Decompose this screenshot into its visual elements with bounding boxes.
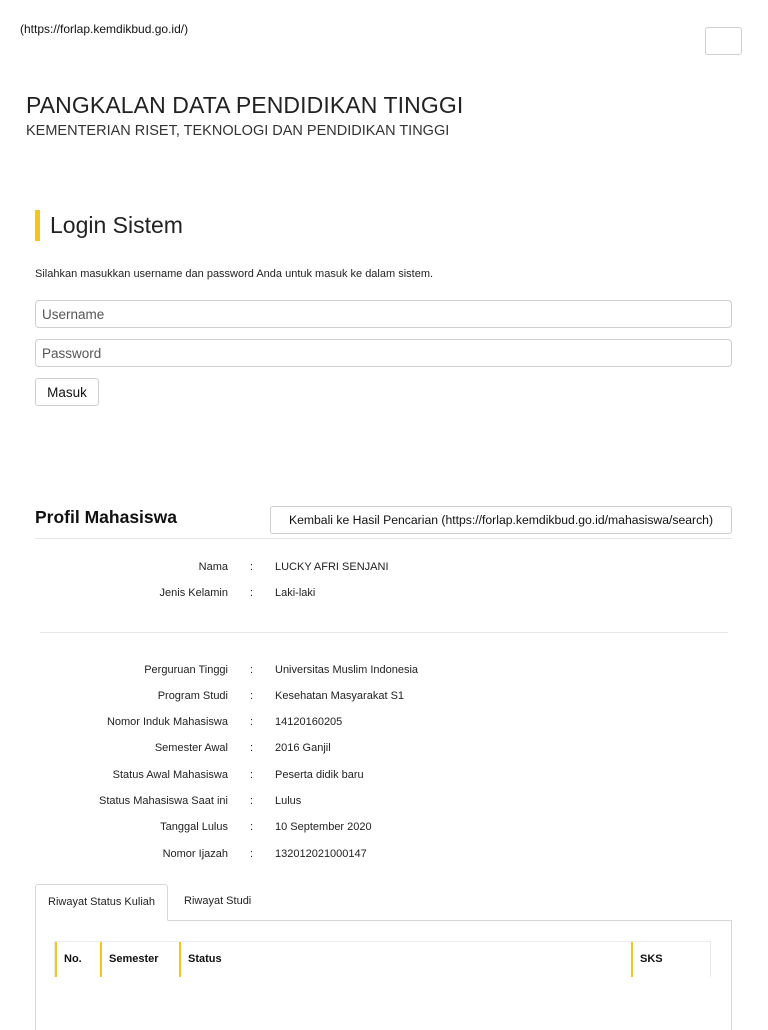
info-label: Nomor Ijazah <box>162 848 228 860</box>
info-separator: : <box>250 821 254 833</box>
profile-title: Profil Mahasiswa <box>35 507 177 527</box>
info-value: LUCKY AFRI SENJANI <box>275 561 389 573</box>
login-instruction: Silahkan masukkan username dan password Anda untuk masuk ke dalam sistem. <box>35 268 434 280</box>
info-row-status-awal <box>0 767 768 783</box>
history-tabs <box>35 884 732 921</box>
site-title: PANGKALAN DATA PENDIDIKAN TINGGI <box>26 92 464 118</box>
info-label: Semester Awal <box>154 742 228 754</box>
back-to-search-button[interactable]: Kembali ke Hasil Pencarian (https://forlap.kemdikbud.go.id/mahasiswa/search) <box>270 506 732 534</box>
info-value: Peserta didik baru <box>275 769 364 781</box>
info-row-jenis-kelamin <box>0 585 768 601</box>
info-label: Tanggal Lulus <box>160 821 228 833</box>
table-header-status: Status <box>179 942 631 977</box>
login-submit-button[interactable]: Masuk <box>35 378 99 406</box>
info-row-program-studi <box>0 688 768 704</box>
info-value: Laki-laki <box>275 587 316 599</box>
info-separator: : <box>250 716 254 728</box>
info-value: 2016 Ganjil <box>275 742 331 754</box>
info-value: 132012021000147 <box>275 848 367 860</box>
info-row-nim <box>0 714 768 730</box>
info-separator: : <box>250 664 254 676</box>
info-separator: : <box>250 561 254 573</box>
info-label: Program Studi <box>157 690 228 702</box>
password-field-wrapper <box>35 339 732 367</box>
menu-toggle-button[interactable] <box>705 27 742 55</box>
info-label: Status Awal Mahasiswa <box>112 769 228 781</box>
info-row-status-saat-ini <box>0 793 768 809</box>
tab-riwayat-status-kuliah[interactable]: Riwayat Status Kuliah <box>35 884 168 921</box>
table-header-no: No. <box>55 942 101 977</box>
info-label: Status Mahasiswa Saat ini <box>98 795 228 807</box>
password-input[interactable] <box>36 340 731 366</box>
info-label: Nomor Induk Mahasiswa <box>106 716 228 728</box>
info-separator: : <box>250 742 254 754</box>
info-value: 14120160205 <box>275 716 343 728</box>
table-header-semester: Semester <box>100 942 179 977</box>
info-value: Universitas Muslim Indonesia <box>275 664 419 676</box>
divider <box>35 538 732 539</box>
info-row-semester-awal <box>0 740 768 756</box>
site-url-text[interactable]: (https://forlap.kemdikbud.go.id/) <box>20 22 189 36</box>
table-header-row <box>54 941 711 977</box>
info-row-tanggal-lulus <box>0 819 768 835</box>
divider <box>40 632 728 633</box>
info-value: Kesehatan Masyarakat S1 <box>275 690 405 702</box>
table-header-sks: SKS <box>631 942 711 977</box>
tab-riwayat-studi[interactable]: Riwayat Studi <box>184 895 252 907</box>
username-field-wrapper <box>35 300 732 328</box>
login-heading: Login Sistem <box>35 210 183 241</box>
info-row-nama <box>0 559 768 575</box>
info-label: Nama <box>198 561 228 573</box>
info-separator: : <box>250 769 254 781</box>
info-separator: : <box>250 690 254 702</box>
info-row-perguruan-tinggi <box>0 662 768 678</box>
username-input[interactable] <box>36 301 731 327</box>
info-separator: : <box>250 587 254 599</box>
site-subtitle: KEMENTERIAN RISET, TEKNOLOGI DAN PENDIDIKAN TINGGI <box>26 123 450 139</box>
info-label: Perguruan Tinggi <box>144 664 228 676</box>
info-value: 10 September 2020 <box>275 821 372 833</box>
info-separator: : <box>250 795 254 807</box>
info-label: Jenis Kelamin <box>159 587 228 599</box>
info-value: Lulus <box>275 795 302 807</box>
info-separator: : <box>250 848 254 860</box>
info-row-nomor-ijazah <box>0 846 768 862</box>
